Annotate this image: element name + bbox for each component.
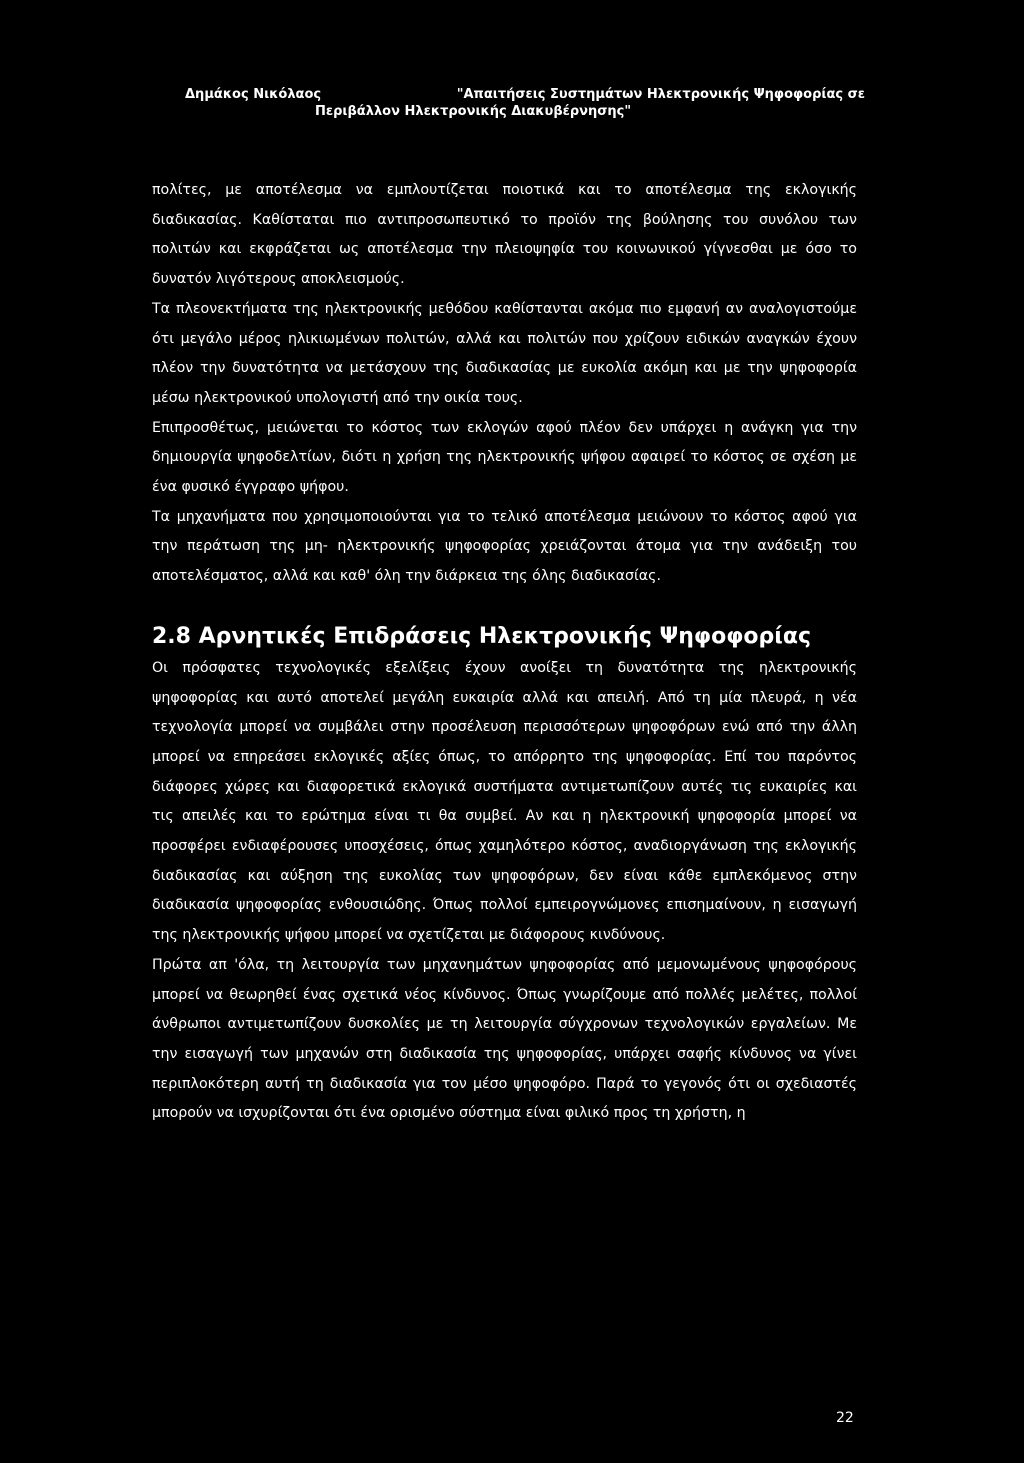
paragraph: Τα πλεονεκτήματα της ηλεκτρονικής μεθόδου καθίστανται ακόμα πιο εμφανή αν αναλογιστούμε ότι μεγάλο μέρος ηλικιωμένων πολιτών, αλλά και πολιτών που χρίζουν ειδικών αναγκών έχουν πλέον την δυνατότητα να μετάσχουν της διαδικασίας με ευκολία ακόμη και με την ψηφοφορία μέσω ηλεκτρονικού υπολογιστή από την οικία τους. [152, 300, 857, 406]
page-number: 22 [836, 1410, 854, 1426]
paragraph: πολίτες, με αποτέλεσμα να εμπλουτίζεται ποιοτικά και το αποτέλεσμα της εκλογικής διαδικασίας. Καθίσταται πιο αντιπροσωπευτικό το προϊόν της βούλησης του συνόλου των πολιτών και εκφράζεται ως αποτέλεσμα την πλειοψηφία του κοινωνικού γίγνεσθαι με όσο το δυνατόν λιγότερους αποκλεισμούς. [152, 182, 857, 288]
section-heading: 2.8 Αρνητικές Επιδράσεις Ηλεκτρονικής Ψηφοφορίας [152, 623, 812, 649]
running-header [185, 86, 865, 120]
header-title-line1: "Απαιτήσεις Συστημάτων Ηλεκτρονικής Ψηφοφορίας σε [456, 87, 865, 102]
header-author: Δημάκος Νικόλαος [185, 87, 322, 102]
header-title-line2: Περιβάλλον Ηλεκτρονικής Διακυβέρνησης" [315, 104, 632, 119]
paragraph: Οι πρόσφατες τεχνολογικές εξελίξεις έχουν ανοίξει τη δυνατότητα της ηλεκτρονικής ψηφοφορίας και αυτό αποτελεί μεγάλη ευκαιρία αλλά και απειλή. Από τη μία πλευρά, η νέα τεχνολογία μπορεί να συμβάλει στην προσέλευση περισσότερων ψηφοφόρων ενώ από την άλλη μπορεί να επηρεάσει εκλογικές αξίες όπως, το απόρρητο της ψηφοφορίας. Επί του παρόντος διάφορες χώρες και διαφορετικά εκλογικά συστήματα αντιμετωπίζουν αυτές τις ευκαιρίες και τις απειλές και το ερώτημα είναι τι θα συμβεί. Αν και η ηλεκτρονική ψηφοφορία μπορεί να προσφέρει ενδιαφέρουσες υποσχέσεις, όπως χαμηλότερο κόστος, αναδιοργάνωση της εκλογικής διαδικασίας και αύξηση της ευκολίας των ψηφοφόρων, δεν είναι κάθε εμπλεκόμενος στην διαδικασία ψηφοφορίας ενθουσιώδης. Όπως πολλοί εμπειρογνώμονες επισημαίνουν, η εισαγωγή της ηλεκτρονικής ψήφου μπορεί να σχετίζεται με διάφορους κινδύνους. [152, 659, 857, 944]
paragraph: Πρώτα απ 'όλα, τη λειτουργία των μηχανημάτων ψηφοφορίας από μεμονωμένους ψηφοφόρους μπορεί να θεωρηθεί ένας σχετικά νέος κίνδυνος. Όπως γνωρίζουμε από πολλές μελέτες, πολλοί άνθρωποι αντιμετωπίζουν δυσκολίες με τη λειτουργία σύγχρονων τεχνολογικών εργαλείων. Με την εισαγωγή των μηχανών στη διαδικασία της ψηφοφορίας, υπάρχει σαφής κίνδυνος να γίνει περιπλοκότερη αυτή τη διαδικασία για τον μέσο ψηφοφόρο. Παρά το γεγονός ότι οι σχεδιαστές μπορούν να ισχυρίζονται ότι ένα ορισμένο σύστημα είναι φιλικό προς τη χρήστη, η [152, 956, 857, 1122]
header-row [185, 86, 865, 103]
paragraph: Τα μηχανήματα που χρησιμοποιούνται για το τελικό αποτέλεσμα μειώνουν το κόστος αφού για την περάτωση της μη- ηλεκτρονικής ψηφοφορίας χρειάζονται άτομα για την ανάδειξη του αποτελέσματος, αλλά και καθ' όλη την διάρκεια της όλης διαδικασίας. [152, 508, 857, 585]
body-text [152, 176, 857, 1129]
paragraph: Επιπροσθέτως, μειώνεται το κόστος των εκλογών αφού πλέον δεν υπάρχει η ανάγκη για την δημιουργία ψηφοδελτίων, διότι η χρήση της ηλεκτρονικής ψήφου αφαιρεί το κόστος σε σχέση με ένα φυσικό έγγραφο ψήφου. [152, 419, 857, 496]
